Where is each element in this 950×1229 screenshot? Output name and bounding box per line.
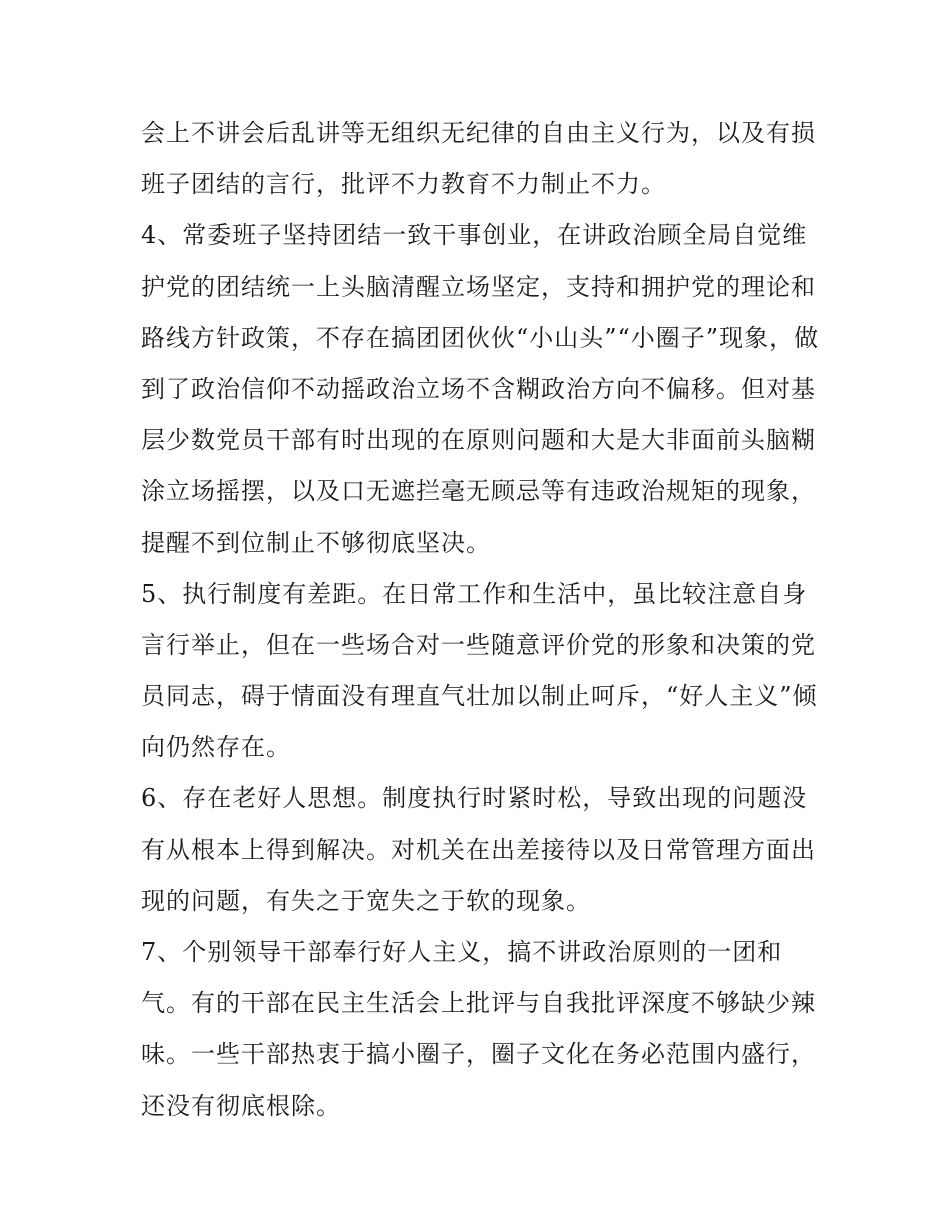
text-line: 护党的团结统一上头脑清醒立场坚定，支持和拥护党的理论和 xyxy=(141,272,816,301)
text-line: 员同志，碍于情面没有理直气壮加以制止呵斥，“好人主义”倾 xyxy=(141,682,818,711)
text-line: 班子团结的言行，批评不力教育不力制止不力。 xyxy=(141,170,666,199)
text-line: 有从根本上得到解决。对机关在出差接待以及日常管理方面出 xyxy=(141,835,816,864)
text-line: 4、常委班子坚持团结一致干事创业，在讲政治顾全局自觉维 xyxy=(141,221,808,250)
text-line: 7、个别领导干部奉行好人主义，搞不讲政治原则的一团和 xyxy=(141,938,783,966)
text-line: 提醒不到位制止不够彻底坚决。 xyxy=(141,528,491,557)
text-line: 5、执行制度有差距。在日常工作和生活中，虽比较注意自身 xyxy=(141,579,808,608)
text-line: 现的问题，有失之于宽失之于软的现象。 xyxy=(141,886,591,915)
text-line: 层少数党员干部有时出现的在原则问题和大是大非面前头脑糊 xyxy=(141,426,816,455)
text-line: 到了政治信仰不动摇政治立场不含糊政治方向不偏移。但对基 xyxy=(141,374,816,403)
text-line: 还没有彻底根除。 xyxy=(141,1091,341,1120)
text-line: 味。一些干部热衷于搞小圈子，圈子文化在务必范围内盛行， xyxy=(141,1040,816,1069)
text-line: 气。有的干部在民主生活会上批评与自我批评深度不够缺少辣 xyxy=(141,989,816,1018)
text-line: 涂立场摇摆，以及口无遮拦毫无顾忌等有违政治规矩的现象， xyxy=(141,477,816,506)
document-body xyxy=(141,108,831,1132)
text-line: 路线方针政策，不存在搞团团伙伙“小山头”“小圈子”现象，做 xyxy=(141,323,820,352)
text-line: 会上不讲会后乱讲等无组织无纪律的自由主义行为，以及有损 xyxy=(141,119,816,147)
text-line: 6、存在老好人思想。制度执行时紧时松，导致出现的问题没 xyxy=(141,784,808,813)
text-line: 言行举止，但在一些场合对一些随意评价党的形象和决策的党 xyxy=(141,630,816,659)
text-line: 向仍然存在。 xyxy=(141,733,291,762)
